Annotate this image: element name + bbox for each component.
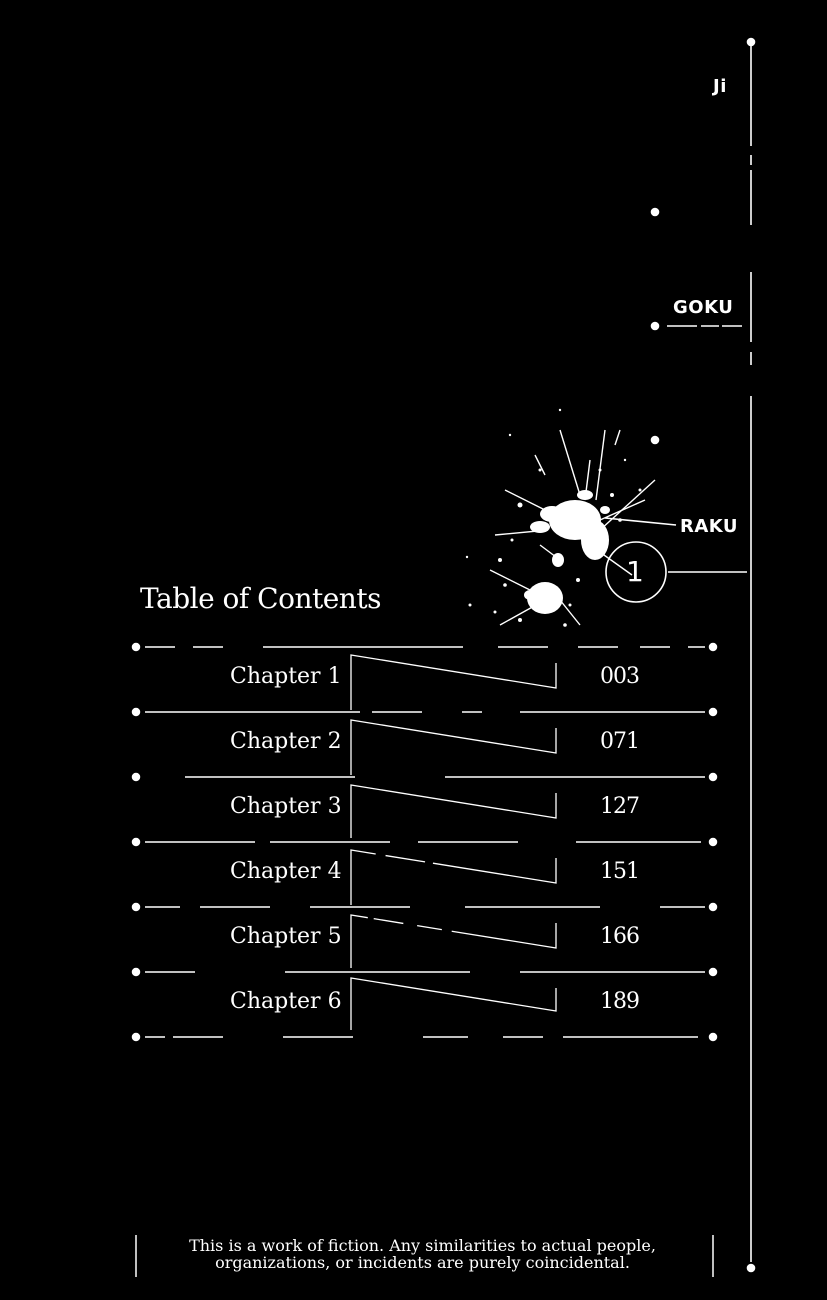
- volume-number: 1: [626, 555, 644, 588]
- toc-bracket: [351, 850, 556, 905]
- disclaimer: [150, 1237, 695, 1271]
- toc-bracket: [351, 720, 556, 775]
- toc-bracket: [351, 785, 556, 838]
- side-label-ji: Ji: [713, 76, 727, 97]
- page-number: 071: [600, 729, 639, 754]
- toc-rules: [133, 644, 717, 1041]
- chapter-label[interactable]: Chapter 3: [230, 794, 342, 819]
- page-number: 189: [600, 989, 639, 1014]
- raku-connector: [605, 518, 676, 525]
- page-number: 151: [600, 859, 639, 884]
- page-number: 003: [600, 664, 639, 689]
- chapter-label[interactable]: Chapter 5: [230, 924, 342, 949]
- side-label-goku: GOKU: [673, 297, 734, 318]
- disclaimer-line: This is a work of fiction. Any similarities to actual people,: [189, 1236, 656, 1255]
- chapter-label[interactable]: Chapter 4: [230, 859, 342, 884]
- toc-bracket: [351, 978, 556, 1030]
- disclaimer-line: organizations, or incidents are purely coincidental.: [215, 1253, 630, 1272]
- toc-bracket: [351, 655, 556, 710]
- chapter-label[interactable]: Chapter 2: [230, 729, 342, 754]
- timeline-dot: [748, 1265, 755, 1272]
- chapter-label[interactable]: Chapter 1: [230, 664, 342, 689]
- toc-title: Table of Contents: [140, 582, 381, 615]
- toc-bracket: [351, 915, 556, 968]
- side-label-raku: RAKU: [680, 516, 739, 537]
- page-number: 127: [600, 794, 639, 819]
- timeline-dot: [652, 323, 659, 330]
- page-number: 166: [600, 924, 639, 949]
- timeline-dot: [748, 39, 755, 46]
- timeline-dot: [652, 437, 659, 444]
- timeline-dot: [652, 209, 659, 216]
- chapter-label[interactable]: Chapter 6: [230, 989, 342, 1014]
